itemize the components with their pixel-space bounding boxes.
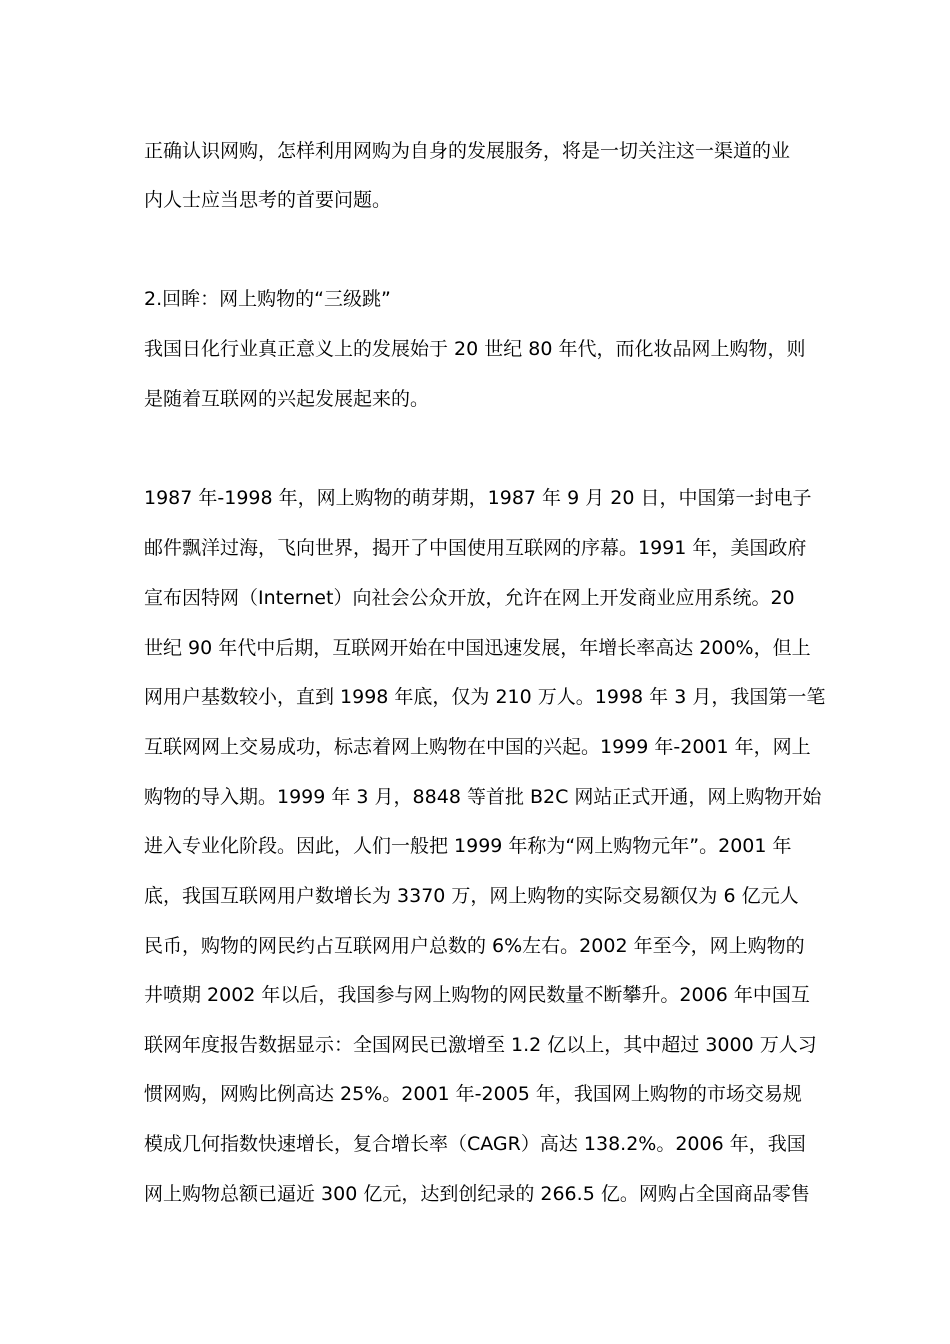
body-line: 互联网网上交易成功，标志着网上购物在中国的兴起。1999 年-2001 年，网上 xyxy=(144,736,811,758)
body-line: 民币，购物的网民约占互联网用户总数的 6%左右。2002 年至今，网上购物的 xyxy=(144,935,805,957)
section-heading: 2.回眸：网上购物的“三级跳” xyxy=(144,288,391,310)
body-line: 井喷期 2002 年以后，我国参与网上购物的网民数量不断攀升。2006 年中国互 xyxy=(144,984,810,1006)
section-line-1: 我国日化行业真正意义上的发展始于 20 世纪 80 年代，而化妆品网上购物，则 xyxy=(144,338,806,360)
body-line: 底，我国互联网用户数增长为 3370 万，网上购物的实际交易额仅为 6 亿元人 xyxy=(144,885,799,907)
body-line: 网上购物总额已逼近 300 亿元，达到创纪录的 266.5 亿。网购占全国商品零售 xyxy=(144,1183,810,1205)
body-line: 宣布因特网（Internet）向社会公众开放，允许在网上开发商业应用系统。20 xyxy=(144,587,795,609)
section-line-2: 是随着互联网的兴起发展起来的。 xyxy=(144,388,430,410)
body-line: 惯网购，网购比例高达 25%。2001 年-2005 年，我国网上购物的市场交易规 xyxy=(144,1083,802,1105)
body-line: 1987 年-1998 年，网上购物的萌芽期，1987 年 9 月 20 日，中国第一封电子 xyxy=(144,487,812,509)
intro-line-2: 内人士应当思考的首要问题。 xyxy=(144,189,392,211)
body-line: 邮件飘洋过海，飞向世界，揭开了中国使用互联网的序幕。1991 年，美国政府 xyxy=(144,537,807,559)
body-line: 购物的导入期。1999 年 3 月，8848 等首批 B2C 网站正式开通，网上购物开始 xyxy=(144,786,822,808)
body-line: 网用户基数较小，直到 1998 年底，仅为 210 万人。1998 年 3 月，我国第一笔 xyxy=(144,686,826,708)
body-line: 模成几何指数快速增长，复合增长率（CAGR）高达 138.2%。2006 年，我国 xyxy=(144,1133,806,1155)
intro-line-1: 正确认识网购，怎样利用网购为自身的发展服务，将是一切关注这一渠道的业 xyxy=(144,140,791,162)
body-line: 联网年度报告数据显示：全国网民已激增至 1.2 亿以上，其中超过 3000 万人习 xyxy=(144,1034,817,1056)
body-line: 进入专业化阶段。因此，人们一般把 1999 年称为“网上购物元年”。2001 年 xyxy=(144,835,792,857)
body-line: 世纪 90 年代中后期，互联网开始在中国迅速发展，年增长率高达 200%，但上 xyxy=(144,637,811,659)
